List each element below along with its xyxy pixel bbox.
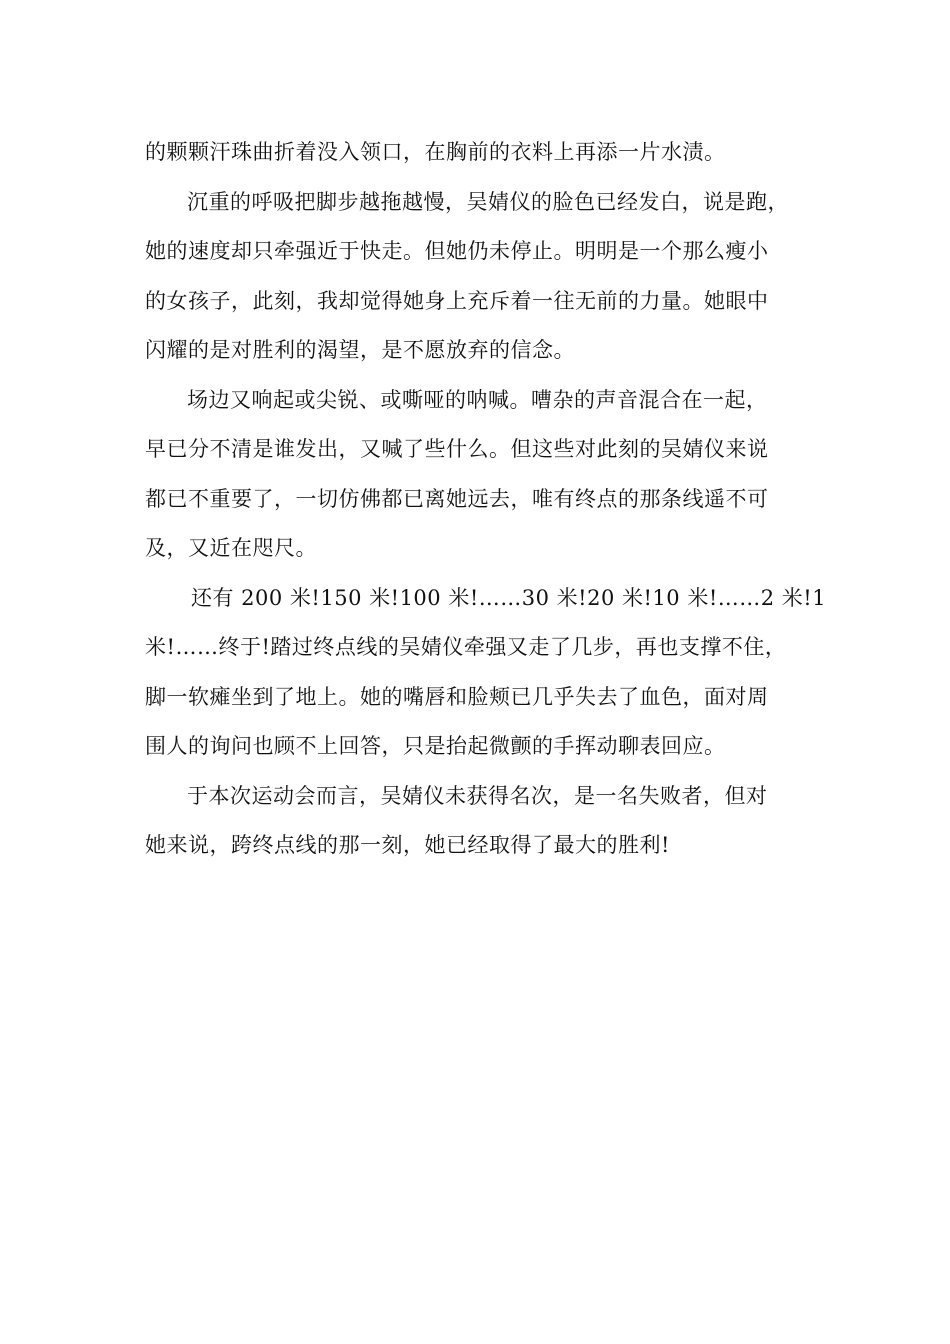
- text-line: 闪耀的是对胜利的渴望，是不愿放弃的信念。: [145, 338, 575, 362]
- paragraph-first-line: 沉重的呼吸把脚步越拖越慢，吴婧仪的脸色已经发白，说是跑，: [187, 189, 789, 214]
- document-body: [145, 128, 835, 871]
- text-line: 她来说，跨终点线的那一刻，她已经取得了最大的胜利!: [145, 833, 670, 857]
- text-line: 的颗颗汗珠曲折着没入领口，在胸前的衣料上再添一片水渍。: [145, 140, 726, 164]
- text-line: 米!……终于!踏过终点线的吴婧仪牵强又走了几步，再也支撑不住，: [145, 635, 787, 659]
- paragraph-first-line: 于本次运动会而言，吴婧仪未获得名次，是一名失败者，但对: [187, 783, 768, 808]
- text-line: 围人的询问也顾不上回答，只是抬起微颤的手挥动聊表回应。: [145, 734, 726, 758]
- paragraph-first-line: 还有 200 米!150 米!100 米!……30 米!20 米!10 米!……2 米!1: [191, 585, 827, 610]
- text-line: 她的速度却只牵强近于快走。但她仍未停止。明明是一个那么瘦小: [145, 239, 769, 263]
- text-line: 及，又近在咫尺。: [145, 536, 317, 560]
- paragraph-first-line: 场边又响起或尖锐、或嘶哑的呐喊。嘈杂的声音混合在一起，: [187, 387, 768, 412]
- text-line: 都已不重要了，一切仿佛都已离她远去，唯有终点的那条线遥不可: [145, 486, 769, 511]
- text-line: 脚一软瘫坐到了地上。她的嘴唇和脸颊已几乎失去了血色，面对周: [145, 684, 769, 709]
- text-line: 的女孩子，此刻，我却觉得她身上充斥着一往无前的力量。她眼中: [145, 288, 769, 313]
- text-line: 早已分不清是谁发出，又喊了些什么。但这些对此刻的吴婧仪来说: [145, 437, 769, 461]
